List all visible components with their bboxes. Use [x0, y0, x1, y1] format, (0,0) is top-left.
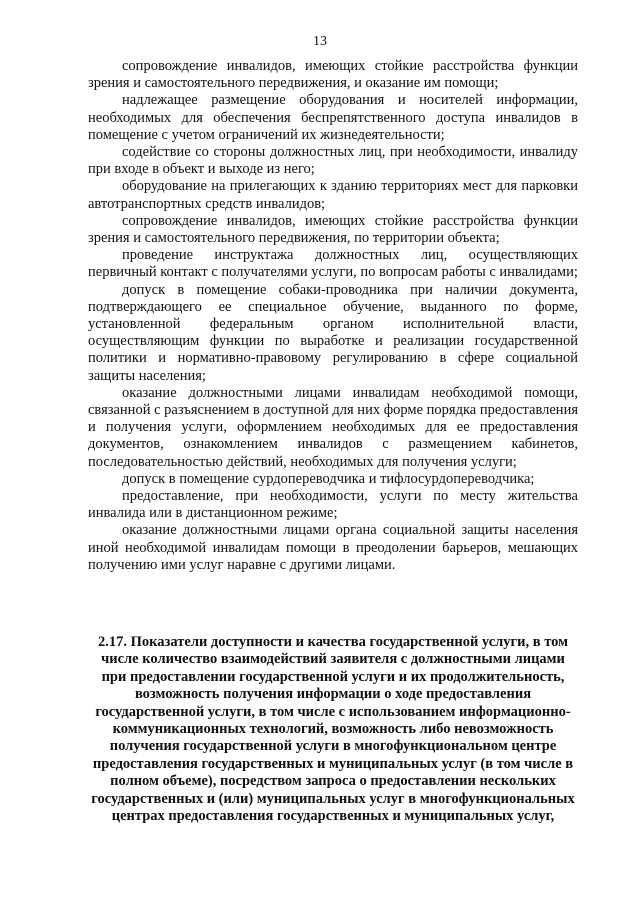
paragraph: оказание должностными лицами инвалидам необходимой помощи, связанной с разъяснением в доступной для них форме порядка предоставления и получения услуги, оформлением необходимых для ее предоставления документов, ознакомлением инвалидов с размещением кабинетов, последовательностью действий, необходимых для получения услуги;: [88, 384, 578, 470]
paragraph: проведение инструктажа должностных лиц, осуществляющих первичный контакт с получателями услуги, по вопросам работы с инвалидами;: [88, 247, 578, 281]
paragraph: сопровождение инвалидов, имеющих стойкие расстройства функции зрения и самостоятельного передвижения, по территории объекта;: [88, 212, 578, 247]
section-heading-block: [88, 634, 578, 825]
paragraph: надлежащее размещение оборудования и носителей информации, необходимых для обеспечения беспрепятственного доступа инвалидов в помещение с учетом ограничений их жизнедеятельности;: [88, 92, 578, 143]
paragraph: сопровождение инвалидов, имеющих стойкие расстройства функции зрения и самостоятельного передвижения, и оказание им помощи;: [88, 58, 578, 92]
section-heading: 2.17. Показатели доступности и качества государственной услуги, в том числе количество взаимодействий заявителя с должностными лицами при предоставлении государственной услуги и их продолжительность, возможность получения информации о ходе предоставления государственной услуги, в том числе с использованием информационно-коммуникационных технологий, возможность либо невозможность получения государственной услуги в многофункциональном центре предоставления государственных и муниципальных услуг (в том числе в полном объеме), посредством запроса о предоставлении нескольких государственных и (или) муниципальных услуг в многофункциональных центрах предоставления государственных и муниципальных услуг,: [91, 634, 575, 825]
paragraph: оказание должностными лицами органа социальной защиты населения иной необходимой инвалидам помощи в преодолении барьеров, мешающих получению ими услуг наравне с другими лицами.: [88, 522, 578, 573]
document-body: [88, 58, 578, 574]
paragraph: предоставление, при необходимости, услуги по месту жительства инвалида или в дистанционном режиме;: [88, 488, 578, 522]
paragraph: содействие со стороны должностных лиц, при необходимости, инвалиду при входе в объект и выходе из него;: [88, 144, 578, 178]
page-number: 13: [313, 34, 327, 49]
paragraph: допуск в помещение собаки-проводника при наличии документа, подтверждающего ее специальное обучение, выданного по форме, установленной федеральным органом исполнительной власти, осуществляющим функции по выработке и реализации государственной политики и нормативно-правовому регулированию в сфере социальной защиты населения;: [88, 281, 578, 384]
paragraph: оборудование на прилегающих к зданию территориях мест для парковки автотранспортных средств инвалидов;: [88, 178, 578, 212]
paragraph: допуск в помещение сурдопереводчика и тифлосурдопереводчика;: [122, 470, 535, 487]
